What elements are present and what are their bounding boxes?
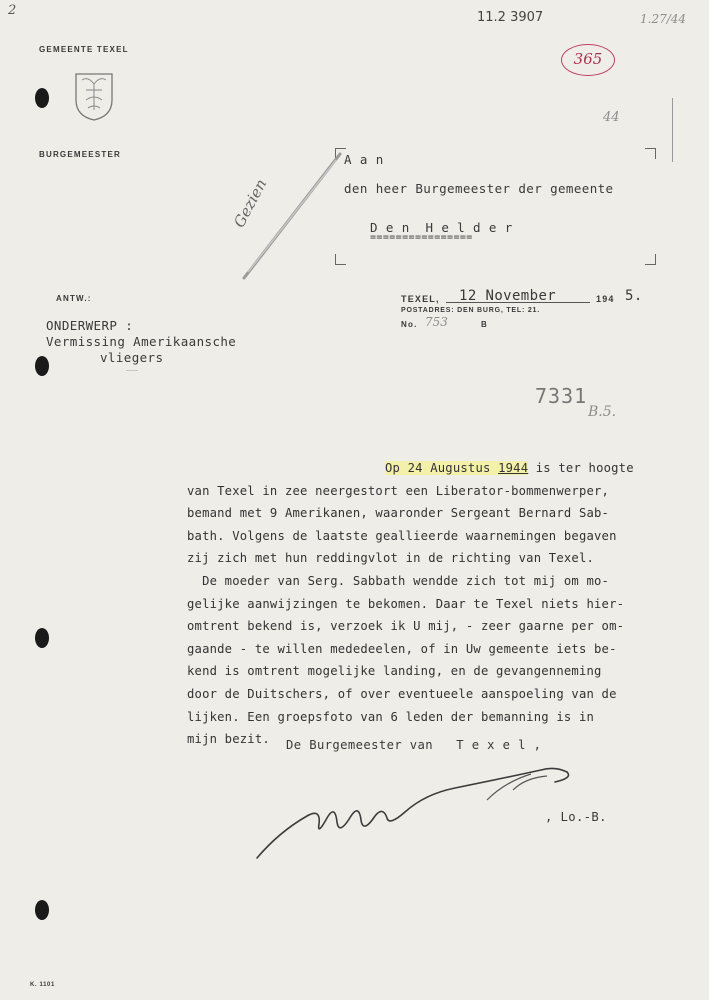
address-bracket-tr — [645, 148, 656, 159]
punch-hole-2 — [35, 356, 49, 376]
address-line-1: A a n — [344, 152, 384, 167]
address-city-underline: ================ — [370, 232, 473, 243]
folio-stamp — [561, 44, 615, 76]
punch-hole-1 — [35, 88, 49, 108]
date-value: 12 November — [459, 288, 557, 304]
archive-reference-right: 1.27/44 — [640, 12, 687, 26]
body-line-11: door de Duitschers, of over eventueele aanspoeling van de — [187, 686, 617, 701]
punch-hole-4 — [35, 900, 49, 920]
number-value: 753 — [425, 315, 448, 329]
date-year-digit: 5. — [625, 288, 643, 304]
body-highlight-date: Op 24 Augustus — [385, 461, 491, 475]
date-year-prefix: 194 — [596, 294, 615, 304]
number-suffix: B — [481, 320, 488, 329]
number-label: No. — [401, 320, 418, 329]
archive-reference: 11.2 3907 — [477, 10, 544, 25]
date-rule — [446, 302, 590, 303]
body-line-2: van Texel in zee neergestort een Liberator-bommenwerper, — [187, 483, 610, 498]
body-line-13: mijn bezit. — [187, 732, 270, 747]
margin-lines — [672, 98, 681, 162]
subject-line-2: vliegers — [100, 350, 164, 365]
body-line-10: kend is omtrent mogelijke landing, en de gevangenneming — [187, 664, 602, 679]
corner-mark: 2 — [8, 3, 17, 18]
body-line-12: lijken. Een groepsfoto van 6 leden der bemanning is in — [187, 709, 595, 724]
registry-initials: B.5. — [588, 404, 617, 420]
body-line-7: gelijke aanwijzingen te bekomen. Daar te Texel niets hier- — [187, 596, 625, 611]
coat-of-arms-icon — [72, 70, 116, 122]
body-line-6: De moeder van Serg. Sabbath wendde zich tot mij om mo- — [187, 573, 610, 588]
subject-line-1: Vermissing Amerikaansche — [46, 334, 237, 349]
address-bracket-br — [645, 254, 656, 265]
municipality-header: GEMEENTE TEXEL — [39, 45, 129, 54]
postal-address: POSTADRES: DEN BURG, TEL: 21. — [401, 307, 540, 314]
signature — [255, 760, 585, 865]
address-city: D e n H e l d e r — [370, 220, 513, 235]
pencil-note: Gezien — [230, 175, 271, 231]
body-line-4: bath. Volgens de laatste geallieerde waarnemingen begaven — [187, 528, 617, 543]
folio-number: 365 — [573, 50, 603, 68]
subject-small-mark: ———— — [126, 368, 139, 374]
pencil-stroke — [236, 150, 346, 285]
subject-label: ONDERWERP : — [46, 318, 134, 333]
registry-number: 7331 — [535, 384, 588, 408]
closing-suffix: , Lo.-B. — [545, 810, 607, 824]
body-line-5: zij zich met hun reddingvlot in de richting van Texel. — [187, 551, 595, 566]
body-line-3: bemand met 9 Amerikanen, waaronder Sergeant Bernard Sab- — [187, 506, 610, 521]
body-line-1-rest: is ter hoogte — [528, 461, 634, 475]
form-code: K. 1101 — [30, 982, 55, 988]
body-highlight-year: 1944 — [498, 461, 529, 475]
punch-hole-3 — [35, 628, 49, 648]
office-header: BURGEMEESTER — [39, 150, 121, 159]
closing-salutation: De Burgemeester van T e x e l , — [286, 738, 542, 752]
address-line-2: den heer Burgemeester der gemeente — [344, 181, 614, 196]
side-mark: 44 — [603, 110, 620, 125]
body-line-8: omtrent bekend is, verzoek ik U mij, - zeer gaarne per om- — [187, 619, 625, 634]
body-line-9: gaande - te willen mededeelen, of in Uw gemeente iets be- — [187, 641, 617, 656]
letter-body — [187, 457, 692, 751]
date-place: TEXEL, — [401, 294, 440, 304]
answer-label: ANTW.: — [56, 294, 92, 303]
